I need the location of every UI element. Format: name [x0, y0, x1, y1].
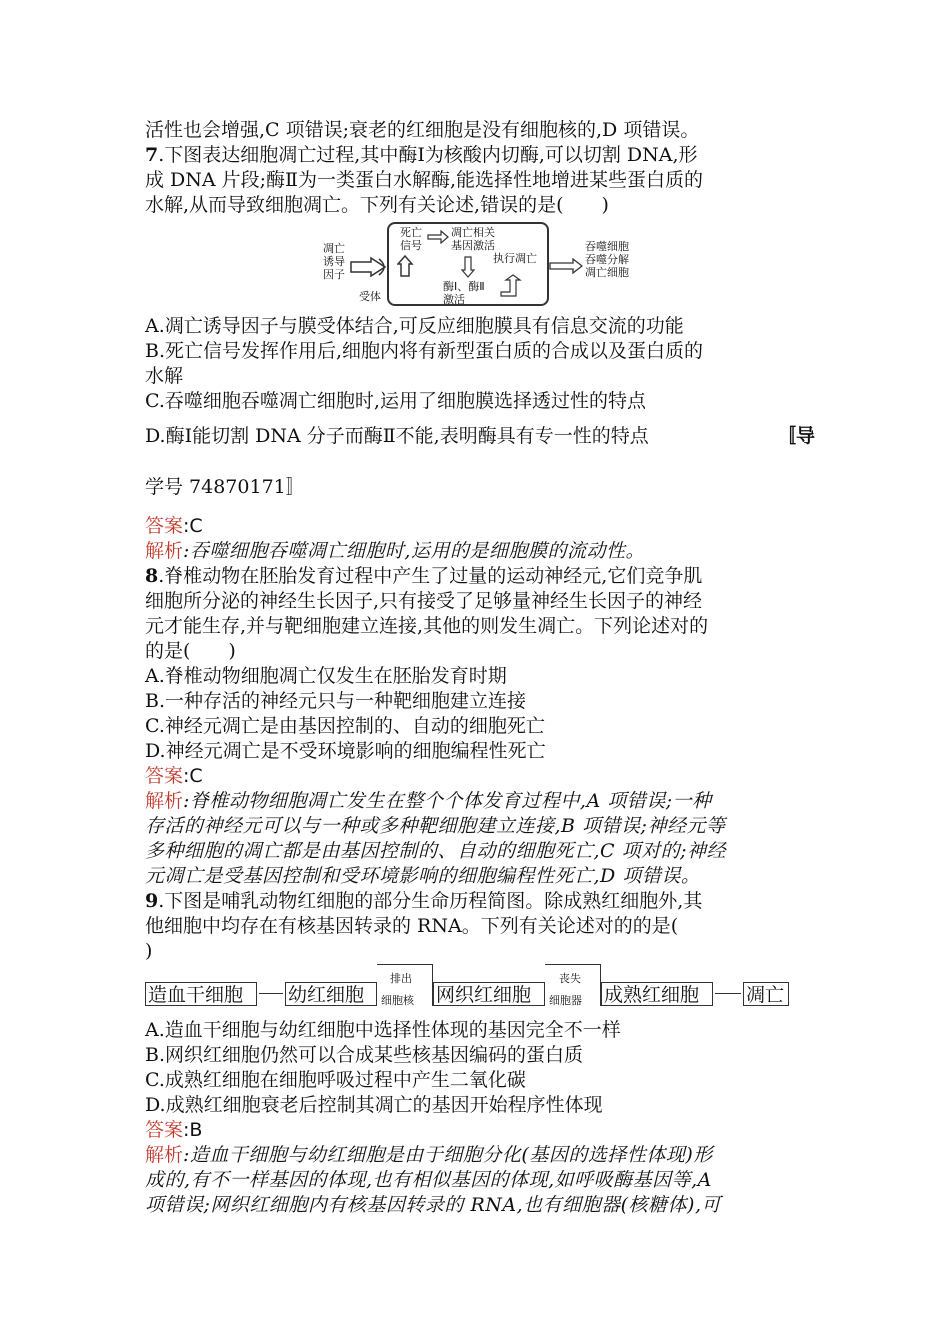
question-9	[145, 889, 815, 1218]
question-stem-line: 他细胞中均存在有核基因转录的 RNA。下列有关论述对的的是(	[145, 915, 679, 937]
question-7	[145, 143, 815, 564]
up-arrow-icon	[397, 254, 417, 278]
option-b: B.网织红细胞仍然可以合成某些核基因编码的蛋白质	[145, 1044, 584, 1066]
explanation-line: 元凋亡是受基因控制和受环境影响的细胞编程性死亡,D 项错误。	[145, 865, 701, 887]
execute-apoptosis-label: 执行凋亡	[493, 252, 537, 265]
explanation-line: 解析:脊椎动物细胞凋亡发生在整个个体发育过程中,A 项错误;一种	[145, 790, 712, 812]
arrow-line	[715, 993, 741, 994]
explanation-line: 项错误;网织红细胞内有核基因转录的 RNA,也有细胞器(核糖体),可	[145, 1194, 721, 1216]
apoptosis-diagram	[145, 220, 815, 310]
stage-mature-red-cell: 成熟红细胞	[601, 982, 713, 1006]
output-arrow-icon	[549, 258, 583, 274]
option-c: C.吞噬细胞吞噬凋亡细胞时,运用了细胞膜选择透过性的特点	[145, 390, 646, 412]
option-a: A.脊椎动物细胞凋亡仅发生在胚胎发育时期	[145, 665, 507, 687]
step1-top-label: 排出	[390, 972, 412, 985]
binding-arrow-icon	[349, 256, 389, 278]
question-stem-line: )	[145, 940, 153, 962]
text-line: 活性也会增强,C 项错误;衰老的红细胞是没有细胞核的,D 项错误。	[145, 119, 700, 141]
question-stem-line: 8.脊椎动物在胚胎发育过程中产生了过量的运动神经元,它们竞争肌	[145, 565, 703, 587]
step1-bottom-label: 细胞核	[381, 994, 414, 1007]
reference-open: 〚导	[776, 425, 815, 447]
receptor-label: 受体	[359, 290, 381, 303]
option-d: D.成熟红细胞衰老后控制其凋亡的基因开始程序性体现	[145, 1094, 603, 1116]
red-cell-lifecycle-diagram	[145, 964, 815, 1010]
question-stem-line: 9.下图是哺乳动物红细胞的部分生命历程简图。除成熟红细胞外,其	[145, 890, 703, 912]
right-arrow-icon	[427, 230, 449, 244]
explanation-line: 成的,有不一样基因的体现,也有相似基因的体现,如呼吸酶基因等,A	[145, 1169, 712, 1191]
stage-apoptosis: 凋亡	[743, 982, 789, 1006]
option-d: D.神经元凋亡是不受环境影响的细胞编程性死亡	[145, 740, 546, 762]
question-8	[145, 564, 815, 889]
induction-factor-label: 凋亡 诱导 因子	[323, 242, 345, 281]
option-a: A.造血干细胞与幼红细胞中选择性体现的基因完全不一样	[145, 1019, 621, 1041]
option-b: B.一种存活的神经元只与一种靶细胞建立连接	[145, 690, 527, 712]
option-d: D.酶Ⅰ能切割 DNA 分子而酶Ⅱ不能,表明酶具有专一性的特点 〚导	[145, 425, 815, 447]
explanation-line: 解析:造血干细胞与幼红细胞是由于细胞分化(基因的选择性体现)形	[145, 1144, 713, 1166]
arrow-line	[259, 993, 283, 994]
question-stem-line: 细胞所分泌的神经生长因子,只有接受了足够量神经生长因子的神经	[145, 590, 703, 612]
option-c: C.神经元凋亡是由基因控制的、自动的细胞死亡	[145, 715, 545, 737]
question-number: 9	[145, 890, 159, 912]
stage-erythroblast: 幼红细胞	[285, 982, 377, 1006]
stage-hematopoietic-stem-cell: 造血干细胞	[145, 982, 257, 1006]
explanation-line: 解析:吞噬细胞吞噬凋亡细胞时,运用的是细胞膜的流动性。	[145, 540, 645, 562]
option-a: A.凋亡诱导因子与膜受体结合,可反应细胞膜具有信息交流的功能	[145, 315, 684, 337]
up-right-arrow-icon	[500, 274, 526, 298]
explanation-line: 存活的神经元可以与一种或多种靶细胞建立连接,B 项错误;神经元等	[145, 815, 726, 837]
question-stem-line: 元才能生存,并与靶细胞建立连接,其他的则发生凋亡。下列论述对的	[145, 615, 709, 637]
down-arrow-icon	[461, 256, 475, 278]
option-b-cont: 水解	[145, 365, 184, 387]
explanation-line: 多种细胞的凋亡都是由基因控制的、自动的细胞死亡,C 项对的;神经	[145, 840, 727, 862]
reference-number: 学号 74870171〛	[145, 476, 305, 498]
enzymes-activated-label: 酶Ⅰ、酶Ⅱ 激活	[443, 280, 485, 306]
stage-reticulocyte: 网织红细胞	[433, 982, 545, 1006]
genes-activated-label: 凋亡相关 基因激活	[451, 226, 495, 252]
question-number: 8	[145, 565, 159, 587]
option-c: C.成熟红细胞在细胞呼吸过程中产生二氧化碳	[145, 1069, 526, 1091]
death-signal-label: 死亡 信号	[400, 226, 422, 252]
answer-line: 答案:C	[145, 765, 203, 787]
question-stem-line: 7.下图表达细胞凋亡过程,其中酶Ⅰ为核酸内切酶,可以切割 DNA,形	[145, 144, 698, 166]
question-stem-line: 成 DNA 片段;酶Ⅱ为一类蛋白水解酶,能选择性地增进某些蛋白质的	[145, 169, 704, 191]
phagocyte-label: 吞噬细胞 吞噬分解 凋亡细胞	[585, 240, 629, 279]
answer-line: 答案:C	[145, 515, 203, 537]
step2-top-label: 丧失	[559, 972, 581, 985]
question-stem-line: 的是( )	[145, 640, 236, 662]
question-number: 7	[145, 144, 159, 166]
step2-bottom-label: 细胞器	[549, 994, 582, 1007]
option-b: B.死亡信号发挥作用后,细胞内将有新型蛋白质的合成以及蛋白质的	[145, 340, 704, 362]
question-stem-line: 水解,从而导致细胞凋亡。下列有关论述,错误的是( )	[145, 194, 609, 216]
answer-line: 答案:B	[145, 1119, 203, 1141]
document-page	[145, 118, 815, 1218]
